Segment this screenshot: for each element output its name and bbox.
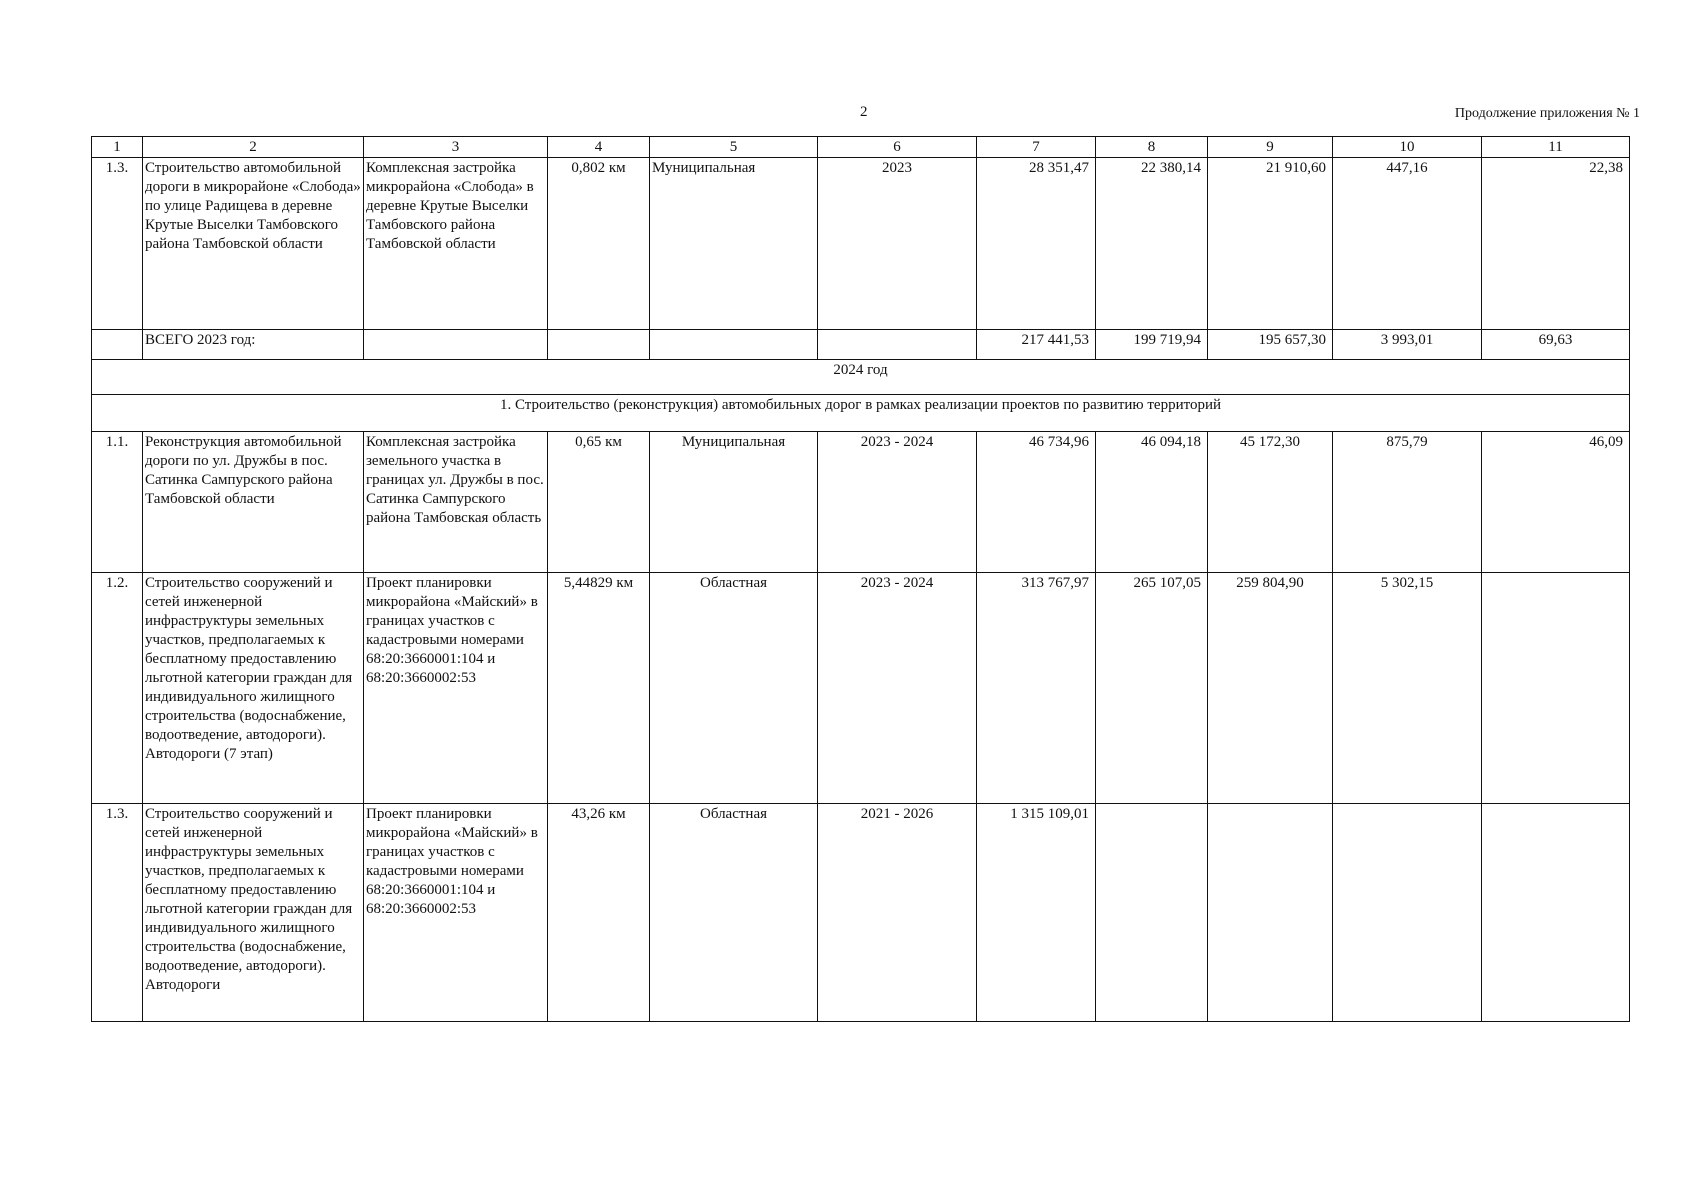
col-header-8: 8 [1096,137,1208,158]
col-header-7: 7 [977,137,1096,158]
total-col-9: 195 657,30 [1208,330,1333,360]
table-row [92,432,1630,573]
period: 2023 [818,158,977,330]
total-col-8: 199 719,94 [1096,330,1208,360]
cell-col-9: 21 910,60 [1208,158,1333,330]
period: 2023 - 2024 [818,432,977,573]
cell-col-11: 22,38 [1482,158,1630,330]
col-header-5: 5 [650,137,818,158]
empty-cell [364,330,548,360]
cell-col-8: 46 094,18 [1096,432,1208,573]
object-name: Реконструкция автомобильной дороги по ул. Дружбы в пос. Сатинка Сампурского района Тамбовской области [143,432,364,573]
table-row [92,804,1630,1022]
road-length: 0,802 км [548,158,650,330]
year-row [92,360,1630,395]
col-header-2: 2 [143,137,364,158]
year-heading: 2024 год [92,360,1630,395]
col-header-6: 6 [818,137,977,158]
cell-col-10: 5 302,15 [1333,573,1482,804]
cell-col-7: 313 767,97 [977,573,1096,804]
cell-col-9: 45 172,30 [1208,432,1333,573]
page-number: 2 [860,104,868,120]
project-name: Проект планировки микрорайона «Майский» в границах участков с кадастровыми номерами 68:20:3660001:104 и 68:20:3660002:53 [364,804,548,1022]
table-row [92,573,1630,804]
row-number: 1.3. [92,804,143,1022]
cell-col-8 [1096,804,1208,1022]
col-header-10: 10 [1333,137,1482,158]
col-header-4: 4 [548,137,650,158]
object-name: Строительство автомобильной дороги в микрорайоне «Слобода» по улице Радищева в деревне Крутые Выселки Тамбовского района Тамбовской области [143,158,364,330]
col-header-3: 3 [364,137,548,158]
road-length: 5,44829 км [548,573,650,804]
cell-col-8: 265 107,05 [1096,573,1208,804]
total-row [92,330,1630,360]
cell-col-8: 22 380,14 [1096,158,1208,330]
section-row [92,395,1630,432]
continuation-note: Продолжение приложения № 1 [1454,106,1640,121]
row-number: 1.1. [92,432,143,573]
empty-cell [548,330,650,360]
cell-col-11 [1482,573,1630,804]
col-header-9: 9 [1208,137,1333,158]
cell-col-9 [1208,804,1333,1022]
cell-col-9: 259 804,90 [1208,573,1333,804]
total-col-10: 3 993,01 [1333,330,1482,360]
cell-col-7: 28 351,47 [977,158,1096,330]
col-header-1: 1 [92,137,143,158]
cell-col-10 [1333,804,1482,1022]
cell-col-11: 46,09 [1482,432,1630,573]
row-number: 1.3. [92,158,143,330]
road-type: Областная [650,804,818,1022]
col-header-11: 11 [1482,137,1630,158]
road-type: Муниципальная [650,158,818,330]
project-name: Комплексная застройка земельного участка в границах ул. Дружбы в пос. Сатинка Сампурского района Тамбовская область [364,432,548,573]
object-name: Строительство сооружений и сетей инженерной инфраструктуры земельных участков, предполагаемых к бесплатному предоставлению льготной категории граждан для индивидуального жилищного строительства (водоснабжение, водоотведение, автодороги). Автодороги (7 этап) [143,573,364,804]
row-number: 1.2. [92,573,143,804]
project-name: Комплексная застройка микрорайона «Слобода» в деревне Крутые Выселки Тамбовского района Тамбовской области [364,158,548,330]
cell-col-7: 1 315 109,01 [977,804,1096,1022]
cell-col-10: 875,79 [1333,432,1482,573]
empty-cell [650,330,818,360]
total-col-7: 217 441,53 [977,330,1096,360]
projects-table [91,136,1630,1022]
road-length: 43,26 км [548,804,650,1022]
empty-cell [92,330,143,360]
cell-col-10: 447,16 [1333,158,1482,330]
period: 2023 - 2024 [818,573,977,804]
object-name: Строительство сооружений и сетей инженерной инфраструктуры земельных участков, предполагаемых к бесплатному предоставлению льготной категории граждан для индивидуального жилищного строительства (водоснабжение, водоотведение, автодороги). Автодороги [143,804,364,1022]
total-col-11: 69,63 [1482,330,1630,360]
cell-col-11 [1482,804,1630,1022]
road-type: Областная [650,573,818,804]
cell-col-7: 46 734,96 [977,432,1096,573]
column-numbers-row [92,137,1630,158]
section-heading: 1. Строительство (реконструкция) автомобильных дорог в рамках реализации проектов по развитию территорий [92,395,1630,432]
total-label: ВСЕГО 2023 год: [143,330,364,360]
period: 2021 - 2026 [818,804,977,1022]
road-type: Муниципальная [650,432,818,573]
road-length: 0,65 км [548,432,650,573]
table-row [92,158,1630,330]
empty-cell [818,330,977,360]
project-name: Проект планировки микрорайона «Майский» в границах участков с кадастровыми номерами 68:20:3660001:104 и 68:20:3660002:53 [364,573,548,804]
